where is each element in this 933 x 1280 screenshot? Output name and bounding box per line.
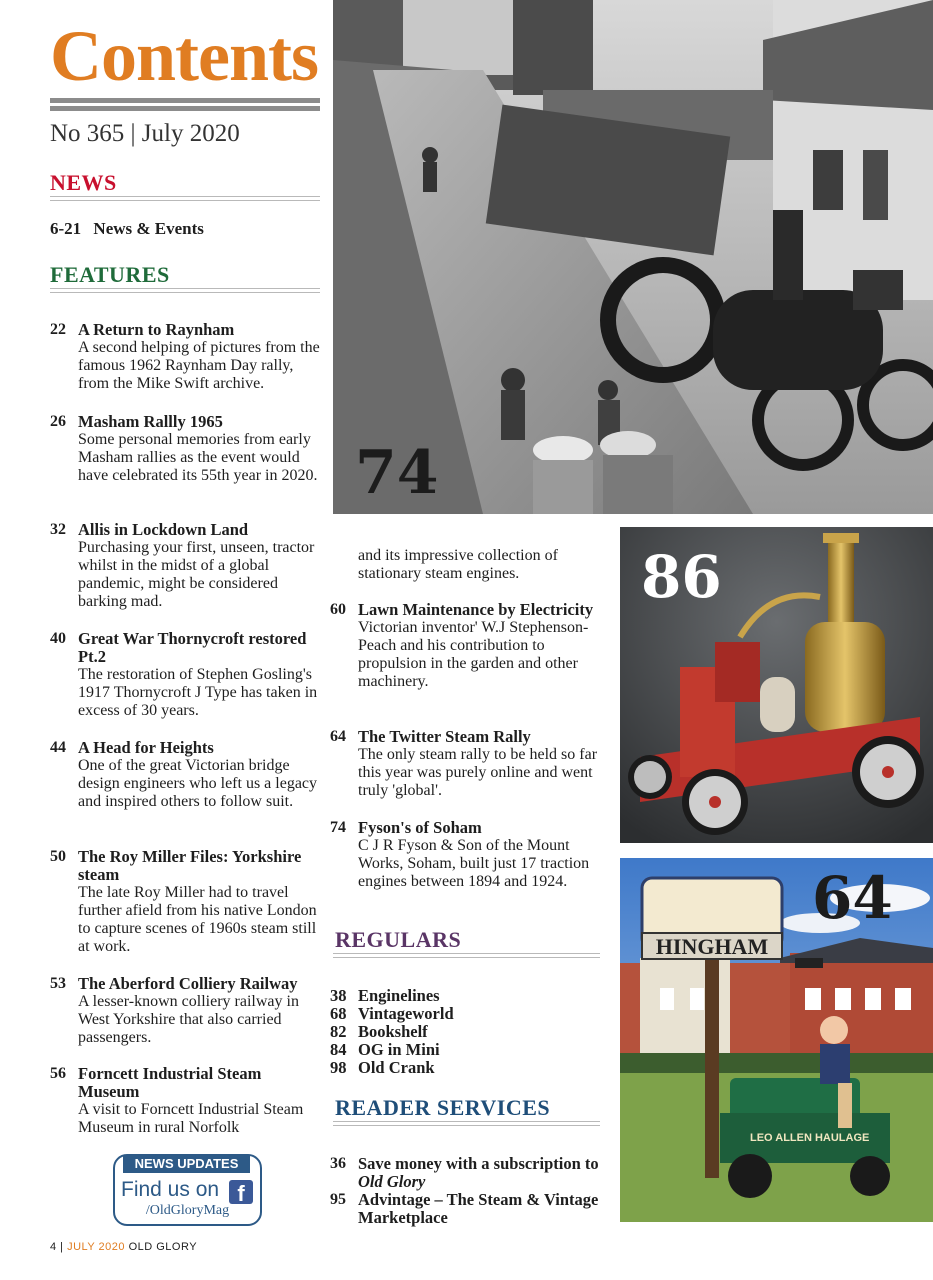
regular-title: Old Crank <box>358 1058 435 1077</box>
footer-page-number: 4 | <box>50 1241 64 1253</box>
regular-item[interactable] <box>330 1023 454 1041</box>
regular-page: 84 <box>330 1040 347 1059</box>
feature-page: 32 <box>50 521 66 538</box>
feature-entry[interactable] <box>50 739 320 811</box>
feature-title: The Roy Miller Files: Yorkshire steam <box>78 847 302 884</box>
features-heading: FEATURES <box>50 262 170 287</box>
badge-news-updates: NEWS UPDATES <box>123 1155 250 1173</box>
feature-entry[interactable] <box>330 601 600 691</box>
facebook-icon: f <box>229 1180 253 1204</box>
photo-74-label: 74 <box>355 438 439 508</box>
feature-title: Lawn Maintenance by Electricity <box>358 600 594 619</box>
regular-page: 38 <box>330 986 347 1005</box>
issue-number: No 365 | July 2020 <box>50 120 240 147</box>
feature-desc: The late Roy Miller had to travel further afield from his native London to capture scenes of 1960s steam still at work. <box>78 884 317 955</box>
feature-desc: C J R Fyson & Son of the Mount Works, Soham, built just 17 traction engines between 1894 and 1924. <box>358 837 590 890</box>
footer-date: JULY 2020 <box>67 1241 126 1253</box>
regulars-heading: REGULARS <box>335 927 462 952</box>
feature-desc: The restoration of Stephen Gosling's 1917 Thornycroft J Type has taken in excess of 30 years. <box>78 666 318 719</box>
features-rule <box>50 288 320 293</box>
feature-title: Allis in Lockdown Land <box>78 520 249 539</box>
feature-desc: Victorian inventor' W.J Stephenson-Peach and his contribution to propulsion in the garden and other machinery. <box>358 619 589 690</box>
feature-entry[interactable] <box>50 413 320 485</box>
reader-services-rule <box>333 1121 600 1126</box>
reader-service-title: Advintage – The Steam & Vintage Marketplace <box>358 1190 599 1227</box>
page-title: Contents <box>50 16 319 96</box>
badge-handle: /OldGloryMag <box>145 1203 230 1218</box>
regular-item[interactable] <box>330 1059 454 1077</box>
feature-desc: Purchasing your first, unseen, tractor whilst in the midst of a global pandemic, might be considered barking mad. <box>78 539 315 610</box>
regulars-list <box>330 987 454 1077</box>
regular-page: 98 <box>330 1058 347 1077</box>
title-divider-top <box>50 98 320 103</box>
regular-page: 82 <box>330 1022 347 1041</box>
reader-service-title: Save money with a subscription to <box>358 1154 599 1173</box>
regulars-rule <box>333 953 600 958</box>
feature-entry[interactable] <box>50 848 325 956</box>
page-footer <box>50 1241 197 1253</box>
reader-service-item[interactable] <box>330 1155 600 1191</box>
photo-64-label: 64 <box>812 864 893 932</box>
feature-title: Great War Thornycroft restored Pt.2 <box>78 629 307 666</box>
van-text: LEO ALLEN HAULAGE <box>750 1132 870 1144</box>
regular-item[interactable] <box>330 1005 454 1023</box>
feature-title: A Return to Raynham <box>78 320 235 339</box>
feature-page: 74 <box>330 819 346 836</box>
feature-title: Masham Rallly 1965 <box>78 412 223 431</box>
feature-desc: Some personal memories from early Masham rallies as the event would have celebrated its 55th year in 2020. <box>78 431 318 484</box>
regular-item[interactable] <box>330 1041 454 1059</box>
photo-86-label: 86 <box>641 543 722 611</box>
sign-text: HINGHAM <box>655 934 769 959</box>
traction-engine-photo-icon <box>333 0 933 514</box>
regular-item[interactable] <box>330 987 454 1005</box>
news-item-title: News & Events <box>93 219 204 238</box>
feature-page: 50 <box>50 848 66 865</box>
news-item-pages: 6-21 <box>50 219 82 238</box>
feature-page: 56 <box>50 1065 66 1082</box>
feature-page: 60 <box>330 601 346 618</box>
reader-service-page: 36 <box>330 1155 346 1172</box>
footer-magazine: OLD GLORY <box>128 1241 198 1253</box>
regular-title: Vintageworld <box>358 1004 454 1023</box>
feature-page: 44 <box>50 739 66 756</box>
feature-entry[interactable] <box>330 728 600 800</box>
reader-services-heading: READER SERVICES <box>335 1095 551 1120</box>
feature-page: 22 <box>50 321 66 338</box>
title-divider-bottom <box>50 106 320 111</box>
feature-title: Fyson's of Soham <box>358 818 482 837</box>
feature-title: A Head for Heights <box>78 738 214 757</box>
feature-title: The Aberford Colliery Railway <box>78 974 298 993</box>
feature-entry[interactable] <box>50 630 325 720</box>
feature-continuation-text: and its impressive collection of stationary steam engines. <box>358 547 558 582</box>
feature-desc: A visit to Forncett Industrial Steam Museum in rural Norfolk <box>78 1101 304 1136</box>
feature-title: Forncett Industrial Steam Museum <box>78 1064 262 1101</box>
feature-page: 26 <box>50 413 66 430</box>
feature-entry[interactable] <box>330 819 600 891</box>
feature-desc: The only steam rally to be held so far this year was purely online and went truly 'global'. <box>358 746 598 799</box>
regular-page: 68 <box>330 1004 347 1023</box>
feature-desc: A second helping of pictures from the famous 1962 Raynham Day rally, from the Mike Swift archive. <box>78 339 320 392</box>
feature-title: The Twitter Steam Rally <box>358 727 531 746</box>
photo-74 <box>333 0 933 514</box>
feature-entry[interactable] <box>50 321 325 393</box>
feature-entry[interactable] <box>50 1065 325 1137</box>
feature-continuation <box>330 547 600 583</box>
feature-entry[interactable] <box>50 521 315 611</box>
regular-title: Bookshelf <box>358 1022 428 1041</box>
regular-title: OG in Mini <box>358 1040 440 1059</box>
feature-desc: A lesser-known colliery railway in West Yorkshire that also carried passengers. <box>78 993 299 1046</box>
regular-title: Enginelines <box>358 986 440 1005</box>
feature-page: 64 <box>330 728 346 745</box>
news-heading: NEWS <box>50 170 117 195</box>
feature-entry[interactable] <box>50 975 325 1047</box>
feature-desc: One of the great Victorian bridge design engineers who left us a legacy and inspired others to follow suit. <box>78 757 318 810</box>
photo-86 <box>620 527 933 843</box>
reader-service-page: 95 <box>330 1191 346 1208</box>
facebook-badge[interactable] <box>113 1154 262 1226</box>
news-rule <box>50 196 320 201</box>
feature-page: 53 <box>50 975 66 992</box>
feature-page: 40 <box>50 630 66 647</box>
badge-find-us: Find us on <box>121 1178 220 1201</box>
reader-service-item[interactable] <box>330 1191 600 1227</box>
reader-service-title-em: Old Glory <box>358 1172 426 1191</box>
news-item[interactable] <box>50 219 204 239</box>
photo-64 <box>620 858 933 1222</box>
